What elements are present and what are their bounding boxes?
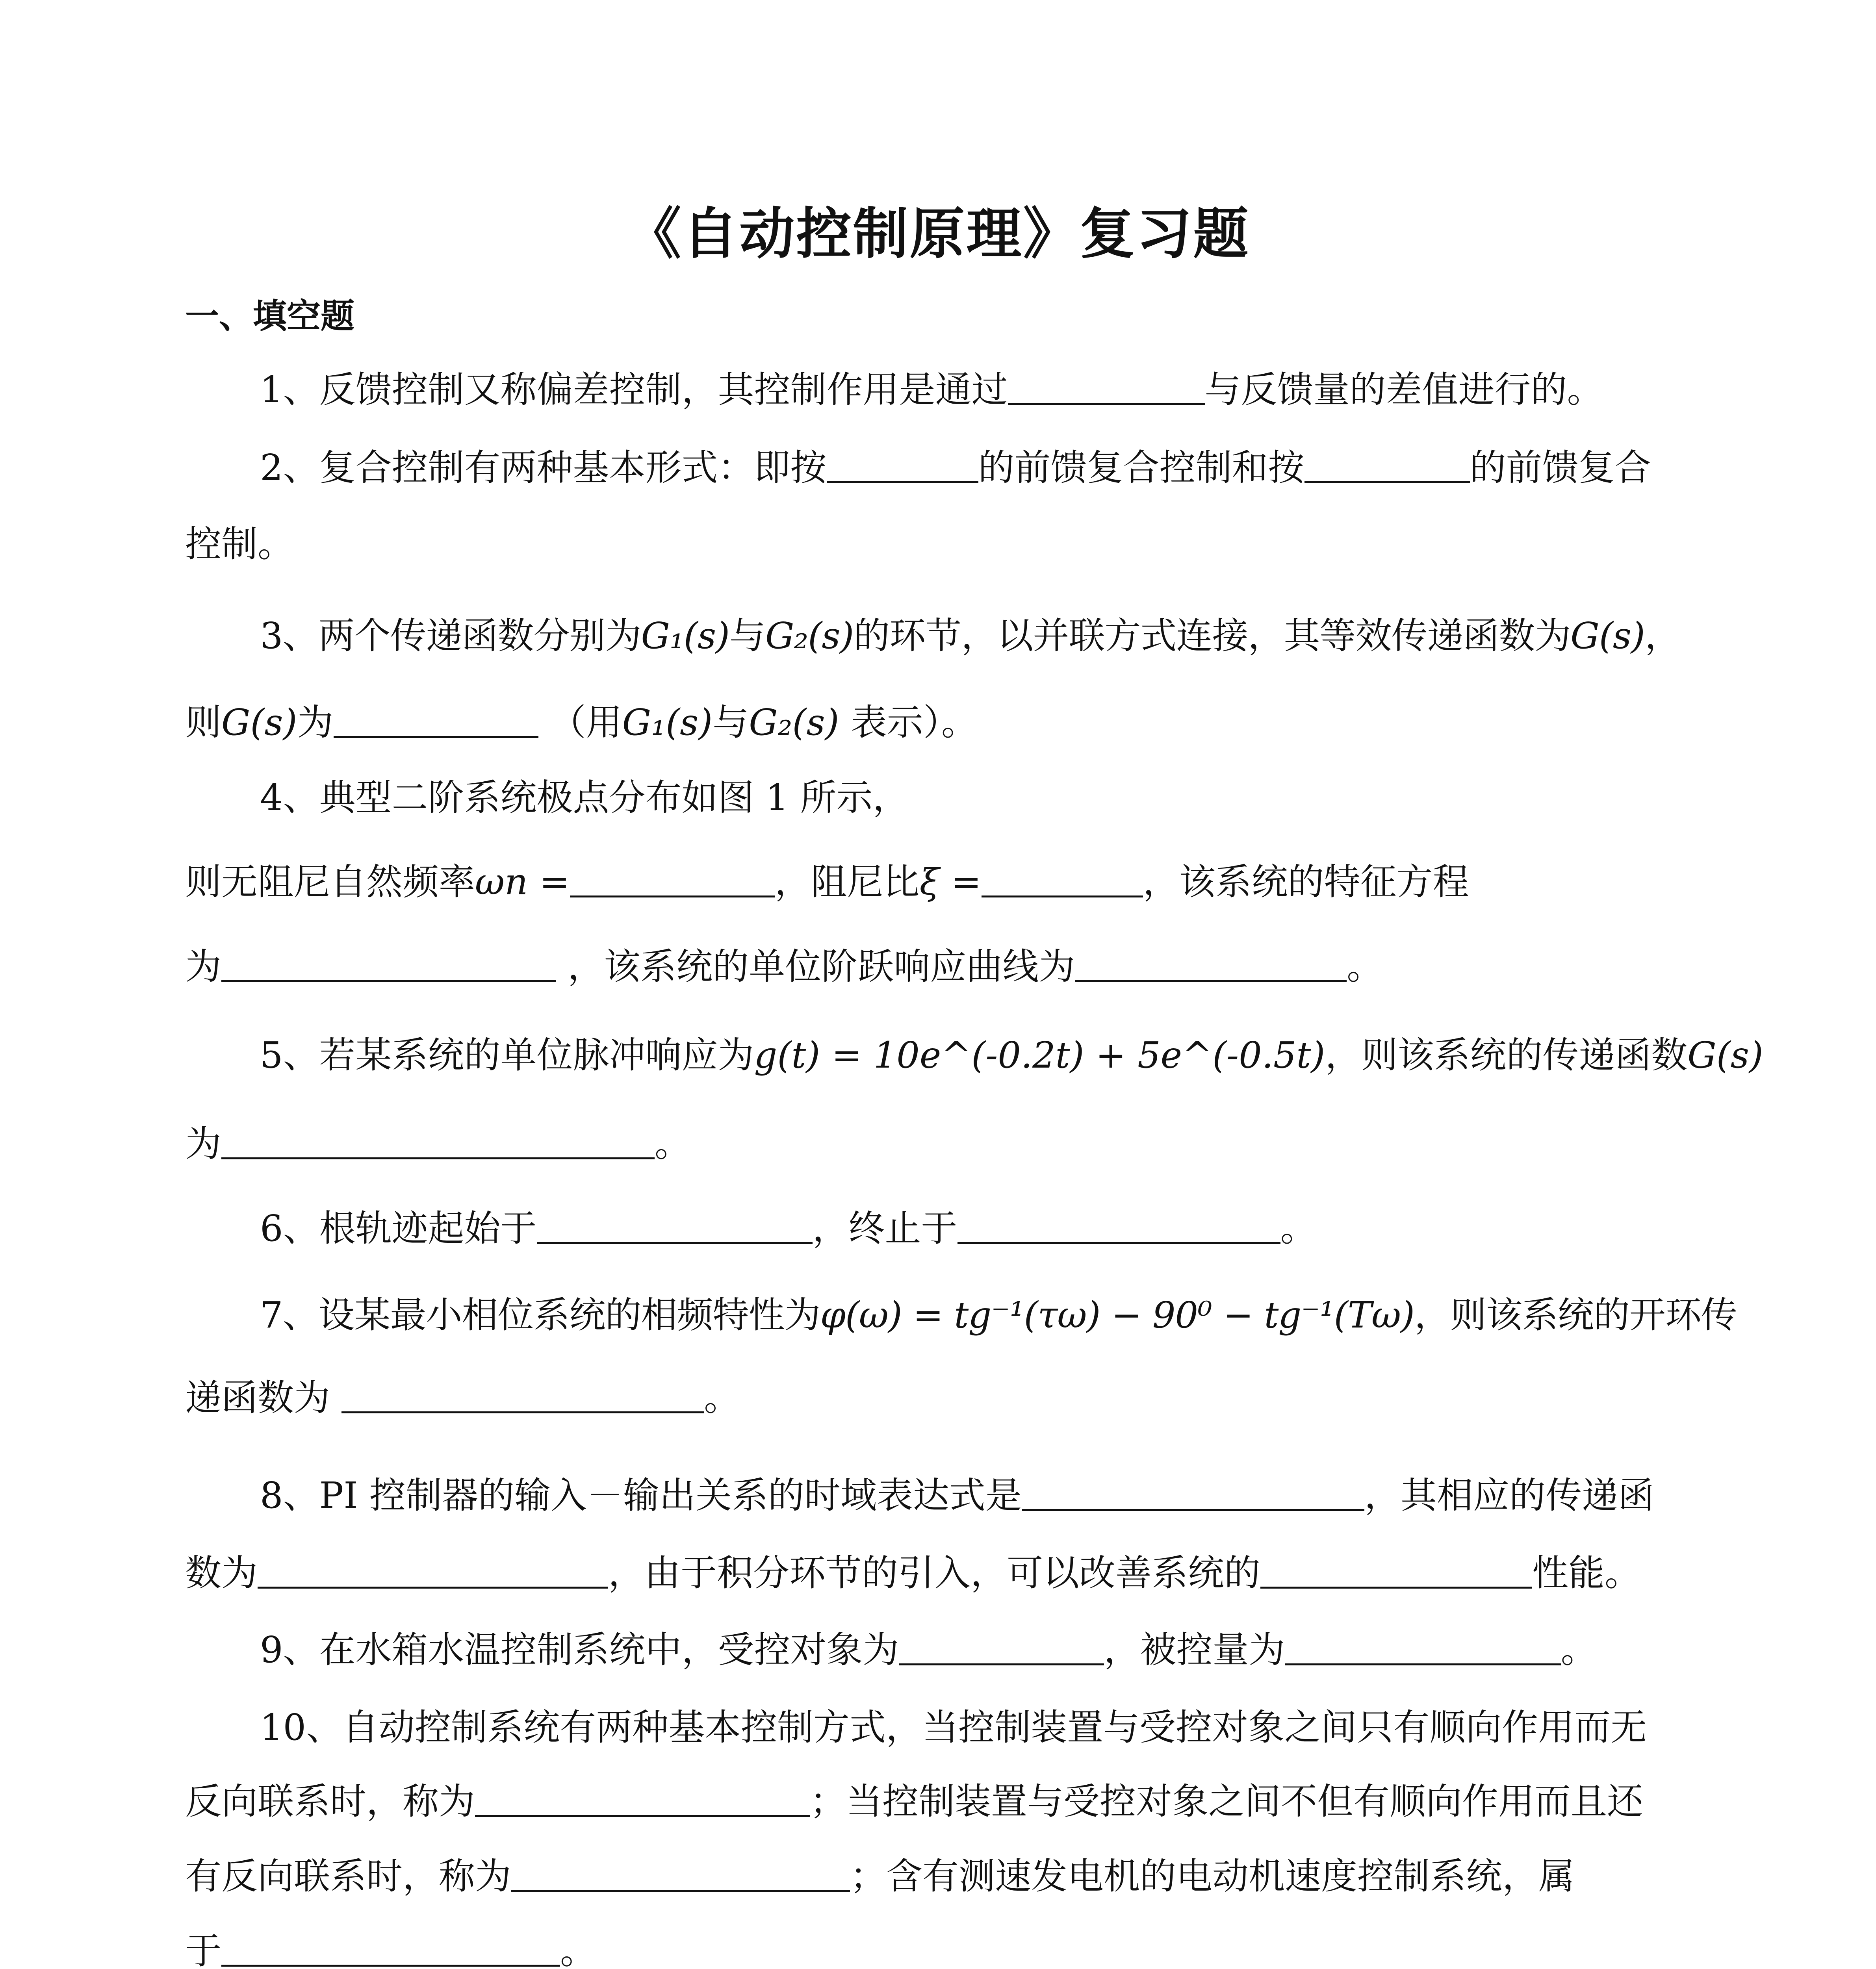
- answer-blank[interactable]: [221, 1929, 560, 1967]
- answer-blank[interactable]: [1075, 945, 1347, 982]
- question-10-line2: 反向联系时，称为 ；当控制装置与受控对象之间不但有顺向作用而且还: [185, 1780, 1644, 1823]
- question-6: 6、根轨迹起始于 ，终止于 。: [260, 1207, 1317, 1250]
- question-3-cont: 则G(s)为 （用G₁(s)与G₂(s) 表示）。: [185, 701, 978, 743]
- answer-blank[interactable]: [1022, 1474, 1364, 1511]
- question-8-cont: 数为 ，由于积分环节的引入，可以改善系统的 性能。: [185, 1552, 1641, 1594]
- section-heading: 一、填空题: [185, 297, 354, 336]
- answer-blank[interactable]: [258, 1551, 608, 1589]
- answer-blank[interactable]: [475, 1780, 810, 1817]
- answer-blank[interactable]: [1304, 446, 1470, 483]
- question-5: 5、若某系统的单位脉冲响应为g(t) = 10e^(-0.2t) + 5e^(-0.5t)，则该系统的传递函数G(s): [260, 1034, 1763, 1076]
- document-title: 《自动控制原理》复习题: [626, 202, 1250, 266]
- question-10-line3: 有反向联系时，称为 ；含有测速发电机的电动机速度控制系统，属: [185, 1855, 1575, 1897]
- answer-blank[interactable]: [827, 446, 978, 483]
- answer-blank[interactable]: [899, 1628, 1104, 1665]
- answer-blank[interactable]: [341, 1376, 704, 1413]
- answer-blank[interactable]: [1285, 1628, 1561, 1665]
- question-10: 10、自动控制系统有两种基本控制方式，当控制装置与受控对象之间只有顺向作用而无: [260, 1706, 1647, 1748]
- question-3: 3、两个传递函数分别为G₁(s)与G₂(s)的环节，以并联方式连接，其等效传递函数为G(s)，: [260, 615, 1681, 657]
- question-10-line4: 于 。: [185, 1930, 597, 1969]
- answer-blank[interactable]: [221, 1122, 655, 1159]
- answer-blank[interactable]: [570, 860, 775, 897]
- question-8: 8、PI 控制器的输入－输出关系的时域表达式是 ，其相应的传递函: [260, 1474, 1655, 1517]
- question-2-cont: 控制。: [185, 523, 294, 565]
- answer-blank[interactable]: [982, 860, 1143, 897]
- answer-blank[interactable]: [957, 1207, 1280, 1244]
- answer-blank[interactable]: [1260, 1551, 1532, 1589]
- phase-frequency-equation: φ(ω) = tg⁻¹(τω) − 90⁰ − tg⁻¹(Tω): [820, 1294, 1414, 1336]
- question-1: 1、反馈控制又称偏差控制，其控制作用是通过 与反馈量的差值进行的。: [260, 369, 1603, 411]
- impulse-response-equation: g(t) = 10e^(-0.2t) + 5e^(-0.5t): [754, 1034, 1325, 1076]
- answer-blank[interactable]: [221, 945, 556, 982]
- question-7: 7、设某最小相位系统的相频特性为φ(ω) = tg⁻¹(τω) − 90⁰ − tg⁻¹(Tω)，则该系统的开环传: [260, 1294, 1737, 1336]
- question-4: 4、典型二阶系统极点分布如图 1 所示，: [260, 777, 909, 819]
- question-7-cont: 递函数为 。: [185, 1377, 740, 1419]
- question-5-cont: 为 。: [185, 1123, 691, 1165]
- answer-blank[interactable]: [334, 701, 538, 738]
- question-4-line2: 则无阻尼自然频率ωn = ，阻尼比ξ = ，该系统的特征方程: [185, 861, 1469, 903]
- question-2: 2、复合控制有两种基本形式：即按 的前馈复合控制和按 的前馈复合: [260, 447, 1651, 489]
- question-4-line3: 为 ，该系统的单位阶跃响应曲线为 。: [185, 946, 1383, 988]
- answer-blank[interactable]: [511, 1854, 850, 1892]
- answer-blank[interactable]: [537, 1207, 813, 1244]
- question-9: 9、在水箱水温控制系统中，受控对象为 ，被控量为 。: [260, 1629, 1597, 1671]
- answer-blank[interactable]: [1008, 368, 1205, 405]
